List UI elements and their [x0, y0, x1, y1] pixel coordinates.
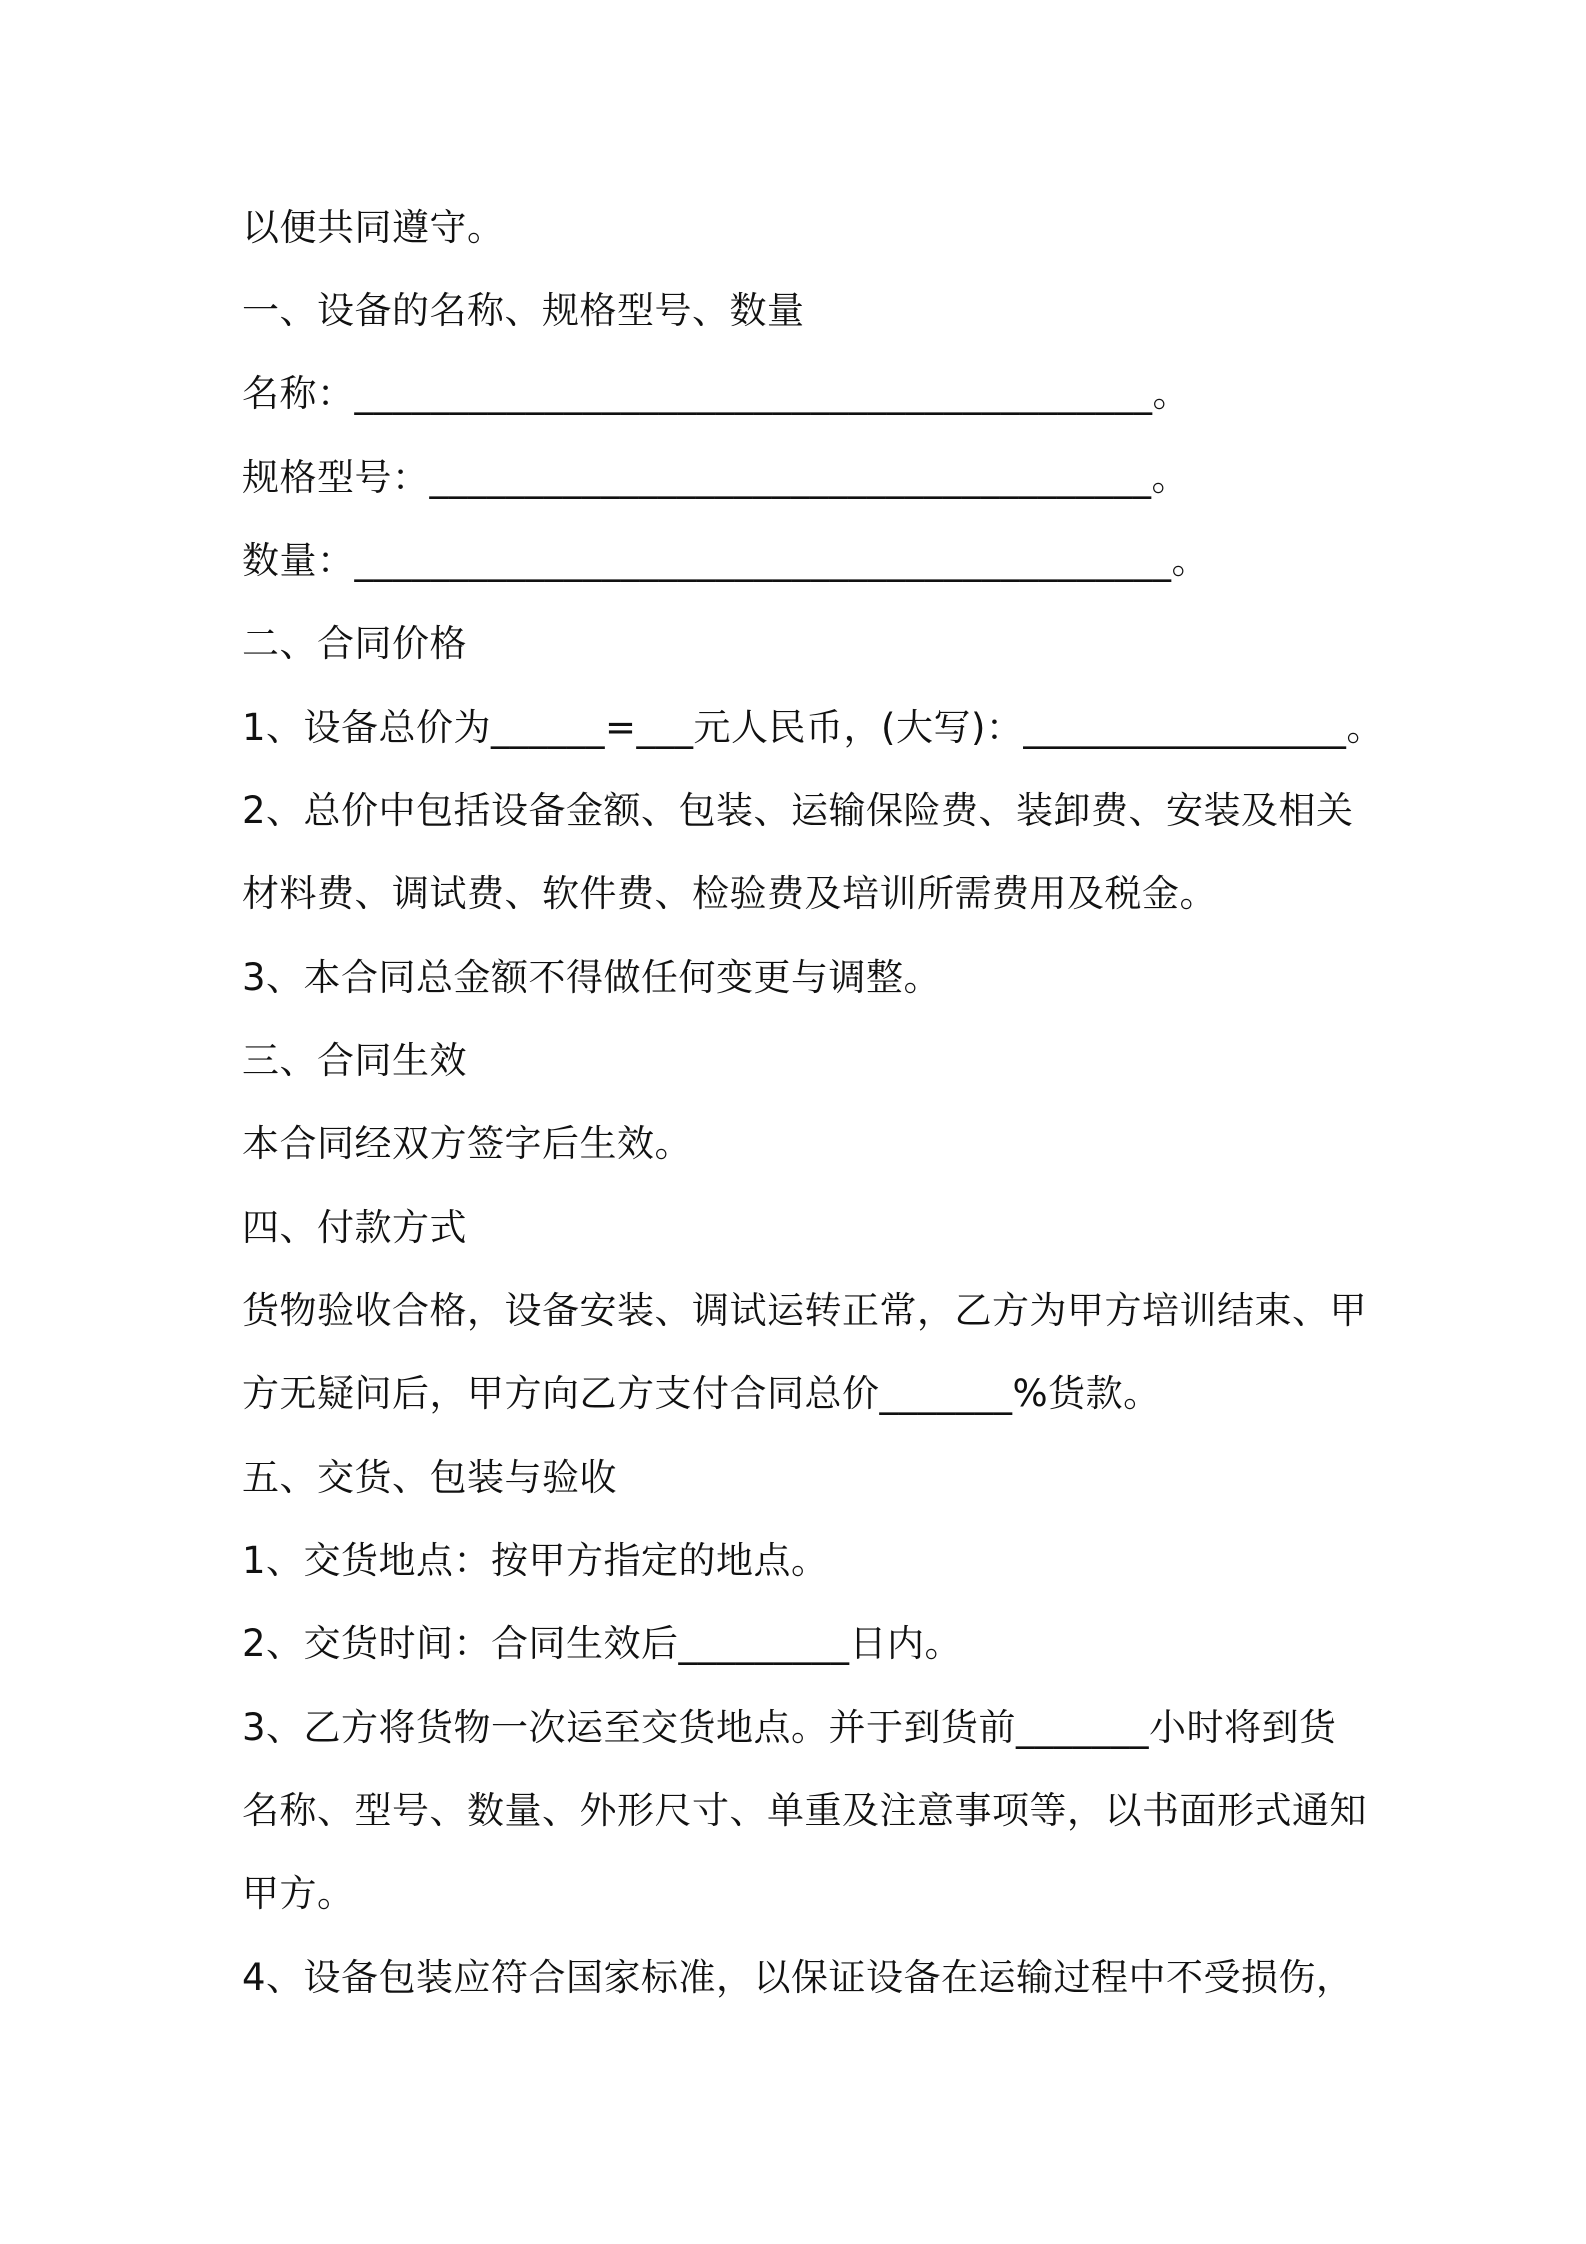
- text-line: 4、设备包装应符合国家标准，以保证设备在运输过程中不受损伤，: [242, 1956, 1354, 1999]
- section-heading: 四、付款方式: [242, 1206, 467, 1249]
- text-line: 甲方。: [242, 1872, 355, 1915]
- section-heading: 三、合同生效: [242, 1039, 467, 1082]
- text-line: 3、乙方将货物一次运至交货地点。并于到货前_______小时将到货: [242, 1706, 1337, 1749]
- text-line: 1、交货地点：按甲方指定的地点。: [242, 1539, 829, 1582]
- text-line: 材料费、调试费、软件费、检验费及培训所需费用及税金。: [242, 872, 1217, 915]
- text-line: 货物验收合格，设备安装、调试运转正常，乙方为甲方培训结束、甲: [242, 1289, 1367, 1332]
- section-heading: 五、交货、包装与验收: [242, 1456, 617, 1499]
- section-heading: 一、设备的名称、规格型号、数量: [242, 289, 805, 332]
- text-line: 本合同经双方签字后生效。: [242, 1122, 692, 1165]
- form-field-model: 规格型号：______________________________________。: [242, 456, 1189, 499]
- text-line: 2、总价中包括设备金额、包装、运输保险费、装卸费、安装及相关: [242, 789, 1354, 832]
- text-line: 名称、型号、数量、外形尺寸、单重及注意事项等，以书面形式通知: [242, 1789, 1367, 1832]
- form-field-name: 名称：__________________________________________。: [242, 372, 1190, 415]
- text-line: 3、本合同总金额不得做任何变更与调整。: [242, 956, 942, 999]
- text-line: 1、设备总价为______=___元人民币，(大写)：_________________。: [242, 706, 1384, 749]
- text-line: 2、交货时间：合同生效后_________日内。: [242, 1622, 963, 1665]
- text-line: 以便共同遵守。: [242, 206, 505, 249]
- section-heading: 二、合同价格: [242, 622, 467, 665]
- form-field-quantity: 数量：___________________________________________。: [242, 539, 1209, 582]
- text-line: 方无疑问后，甲方向乙方支付合同总价_______%货款。: [242, 1372, 1161, 1415]
